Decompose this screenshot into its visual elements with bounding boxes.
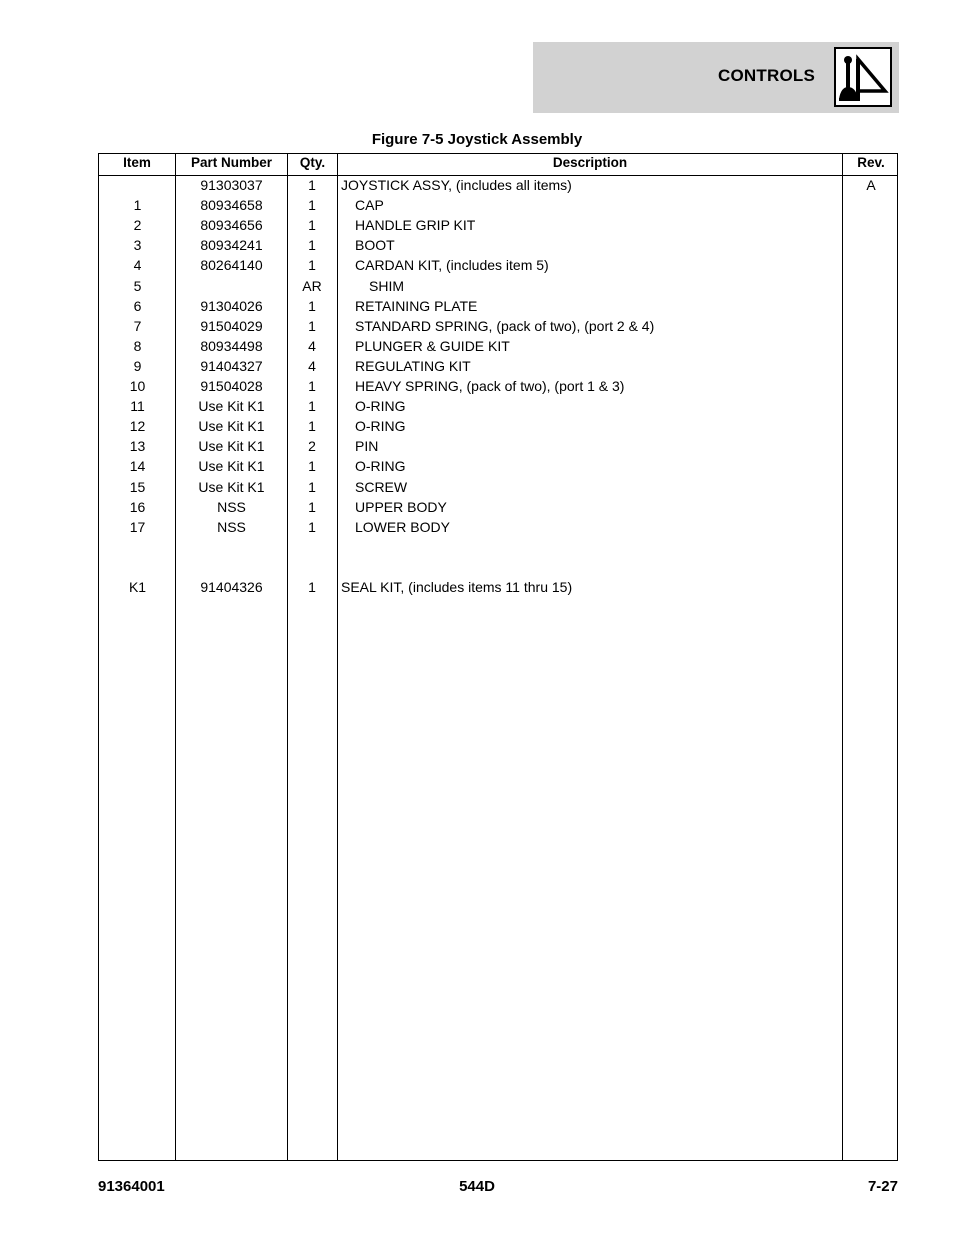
part-number-cell: Use Kit K1 <box>198 458 265 475</box>
table-row <box>99 236 897 256</box>
table-row <box>99 377 897 397</box>
table-row <box>99 216 897 236</box>
description-cell: STANDARD SPRING, (pack of two), (port 2 & 4) <box>355 317 655 334</box>
description-cell: SEAL KIT, (includes items 11 thru 15) <box>341 579 573 595</box>
table-row <box>99 297 897 317</box>
description-cell: UPPER BODY <box>355 498 447 515</box>
item-cell: 11 <box>130 398 145 415</box>
part-number-cell: 80934656 <box>200 217 263 234</box>
table-row <box>99 538 897 558</box>
column-header-description: Description <box>552 155 628 170</box>
part-number-cell: 80934241 <box>200 237 263 254</box>
section-title: CONTROLS <box>718 66 815 85</box>
parts-table <box>98 153 898 1161</box>
qty-cell: 1 <box>308 217 316 234</box>
qty-cell: 1 <box>308 257 316 274</box>
qty-cell: 1 <box>308 237 316 254</box>
footer-model: 544D <box>459 1178 495 1195</box>
table-row <box>99 337 897 357</box>
qty-cell: 1 <box>308 418 316 435</box>
figure-title: Figure 7-5 Joystick Assembly <box>371 131 583 148</box>
description-cell: LOWER BODY <box>355 518 450 535</box>
description-cell: CARDAN KIT, (includes item 5) <box>355 257 549 274</box>
description-cell: SHIM <box>369 277 404 294</box>
qty-cell: 1 <box>308 177 316 193</box>
item-cell: 3 <box>133 237 142 254</box>
qty-cell: 1 <box>308 378 316 394</box>
item-cell: 12 <box>129 418 146 435</box>
item-cell: K1 <box>128 579 147 595</box>
column-header-item: Item <box>123 155 151 170</box>
part-number-cell: Use Kit K1 <box>198 398 265 415</box>
description-cell: SCREW <box>355 478 408 495</box>
item-cell: 2 <box>133 217 142 234</box>
item-cell: 16 <box>129 498 146 515</box>
description-cell: BOOT <box>355 237 395 254</box>
table-row <box>99 437 897 457</box>
table-row <box>99 277 897 297</box>
description-cell: CAP <box>355 197 384 214</box>
part-number-cell: NSS <box>217 518 246 535</box>
item-cell: 4 <box>133 257 142 274</box>
column-header-part-number: Part Number <box>190 155 273 170</box>
table-row <box>99 196 897 216</box>
column-header-rev: Rev. <box>857 155 885 170</box>
table-row <box>99 397 897 417</box>
description-cell: HEAVY SPRING, (pack of two), (port 1 & 3) <box>355 378 625 394</box>
description-cell: JOYSTICK ASSY, (includes all items) <box>341 177 572 193</box>
table-row <box>99 518 897 538</box>
part-number-cell: Use Kit K1 <box>198 478 265 495</box>
qty-cell: 4 <box>308 337 316 354</box>
qty-cell: 1 <box>308 579 316 595</box>
joystick-icon <box>834 47 892 107</box>
item-cell: 17 <box>129 518 146 535</box>
qty-cell: 1 <box>308 458 316 475</box>
qty-cell: 1 <box>308 197 316 214</box>
column-header-qty: Qty. <box>299 155 326 170</box>
part-number-cell: 80934498 <box>200 337 263 354</box>
qty-cell: 2 <box>308 438 316 455</box>
part-number-cell: 91404327 <box>200 357 263 374</box>
table-row <box>99 256 897 276</box>
item-cell: 14 <box>129 458 146 475</box>
part-number-cell: 91304026 <box>200 297 263 314</box>
item-cell: 6 <box>133 297 142 314</box>
description-cell: O-RING <box>355 458 406 475</box>
table-row <box>99 457 897 477</box>
footer-document-number: 91364001 <box>98 1178 165 1195</box>
qty-cell: 1 <box>308 498 316 515</box>
table-row <box>99 317 897 337</box>
table-row <box>99 357 897 377</box>
description-cell: RETAINING PLATE <box>355 297 478 314</box>
table-row <box>99 176 897 196</box>
qty-cell: 1 <box>308 518 316 535</box>
description-cell: O-RING <box>355 398 406 415</box>
part-number-cell: 80934658 <box>200 197 263 214</box>
item-cell: 5 <box>133 277 142 294</box>
item-cell: 10 <box>129 378 146 394</box>
table-row <box>99 578 897 598</box>
part-number-cell: 91404326 <box>200 579 263 595</box>
description-cell: HANDLE GRIP KIT <box>355 217 476 234</box>
item-cell: 1 <box>133 197 142 214</box>
item-cell: 15 <box>129 478 146 495</box>
description-cell: PLUNGER & GUIDE KIT <box>355 337 510 354</box>
part-number-cell: 80264140 <box>200 257 263 274</box>
item-cell: 7 <box>133 317 142 334</box>
description-cell: O-RING <box>355 418 406 435</box>
item-cell: 13 <box>129 438 146 455</box>
table-row <box>99 498 897 518</box>
item-cell: 8 <box>133 337 142 354</box>
qty-cell: 1 <box>308 478 316 495</box>
section-header <box>533 42 899 113</box>
qty-cell: 1 <box>308 297 316 314</box>
part-number-cell: 91504028 <box>200 378 263 394</box>
part-number-cell: Use Kit K1 <box>198 418 265 435</box>
item-cell: 9 <box>133 357 142 374</box>
description-cell: REGULATING KIT <box>355 357 471 374</box>
qty-cell: 4 <box>308 357 316 374</box>
part-number-cell: 91504029 <box>200 317 263 334</box>
qty-cell: 1 <box>308 317 316 334</box>
qty-cell: 1 <box>308 398 316 415</box>
part-number-cell: Use Kit K1 <box>198 438 265 455</box>
description-cell: PIN <box>355 438 379 455</box>
part-number-cell: NSS <box>217 498 246 515</box>
qty-cell: AR <box>302 277 322 294</box>
table-row <box>99 558 897 578</box>
table-row <box>99 478 897 498</box>
rev-cell: A <box>866 177 876 193</box>
table-row <box>99 417 897 437</box>
part-number-cell: 91303037 <box>200 177 263 193</box>
footer-page-number: 7-27 <box>867 1178 898 1195</box>
